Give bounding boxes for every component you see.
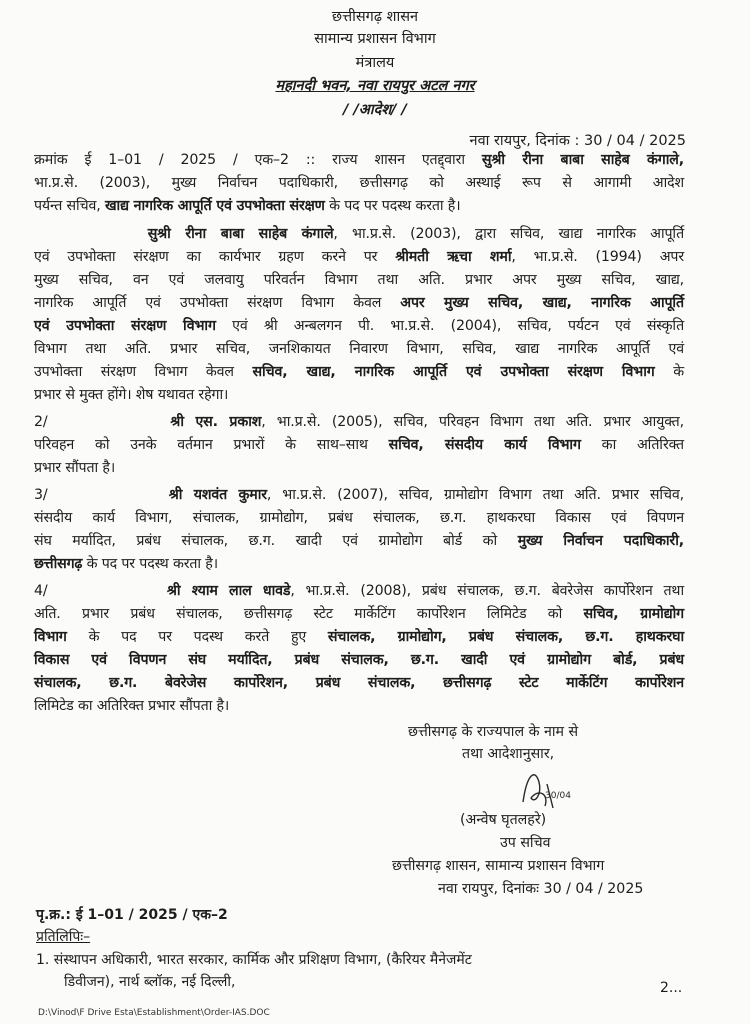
para2-line: एवं उपभोक्ता संरक्षण विभाग एवं श्री अन्बलगन पी. भा.प्र.से. (2004), सचिव, पर्यटन एवं संस्कृति: [34, 318, 685, 334]
signature-mark: [505, 764, 585, 814]
endorsement-ref: पृ.क्र.: ई 1–01 / 2025 / एक–2: [36, 907, 228, 923]
page-next: 2...: [660, 980, 683, 996]
para5-line: 4/ श्री श्याम लाल धावडे, भा.प्र.से. (2008), प्रबंध संचालक, छ.ग. बेवरेजेस कार्पोरेशन तथा: [34, 583, 685, 599]
para1-line: भा.प्र.से. (2003), मुख्य निर्वाचन पदाधिकारी, छत्तीसगढ़ को अस्थाई रूप से आगामी आदेश: [34, 175, 684, 191]
para2-line: सुश्री रीना बाबा साहेब कंगाले, भा.प्र.से. (2003), द्वारा सचिव, खाद्य नागरिक आपूर्ति: [147, 226, 685, 242]
para1-line: पर्यन्त सचिव, खाद्य नागरिक आपूर्ति एवं उपभोक्ता संरक्षण के पद पर पदस्थ करता है।: [34, 198, 461, 214]
signature-date: 30/04: [545, 791, 571, 801]
header-govt: छत्तीसगढ़ शासन: [331, 9, 419, 25]
para4-line: 3/ श्री यशवंत कुमार, भा.प्र.से. (2007), सचिव, ग्रामोद्योग विभाग तथा अति. प्रभार सचिव,: [34, 487, 685, 503]
signatory-department: छत्तीसगढ़ शासन, सामान्य प्रशासन विभाग: [392, 858, 605, 874]
para2-line: मुख्य सचिव, वन एवं जलवायु परिवर्तन विभाग तथा अति. प्रभार अपर मुख्य सचिव, खाद्य,: [34, 272, 684, 288]
closing-line1: छत्तीसगढ़ के राज्यपाल के नाम से: [408, 724, 579, 740]
para5-line: विभाग के पद पर पदस्थ करते हुए संचालक, ग्रामोद्योग, प्रबंध संचालक, छ.ग. हाथकरघा: [34, 629, 685, 645]
signatory-name: (अन्वेष घृतलहरे): [460, 812, 547, 828]
para2-line: विभाग तथा अति. प्रभार सचिव, जनशिकायत निवारण विभाग, सचिव, खाद्य नागरिक आपूर्ति एवं: [34, 341, 684, 357]
header-department: सामान्य प्रशासन विभाग: [314, 31, 436, 47]
para5-line: संचालक, छ.ग. बेवरेजेस कार्पोरेशन, प्रबंध संचालक, छत्तीसगढ़ स्टेट मार्केटिंग कार्पोरेशन: [34, 675, 684, 691]
copy-item-1-line2: डिवीजन), नार्थ ब्लॉक, नई दिल्ली,: [64, 974, 236, 990]
para5-line: लिमिटेड का अतिरिक्त प्रभार सौंपता है।: [34, 698, 230, 714]
para4-line: छत्तीसगढ़ के पद पर पदस्थ करता है।: [34, 556, 218, 572]
para4-line: संसदीय कार्य विभाग, संचालक, ग्रामोद्योग, प्रबंध संचालक, छ.ग. हाथकरघा विकास एवं विपणन: [34, 510, 684, 526]
copy-label: प्रतिलिपिः–: [36, 929, 91, 945]
copy-item-1-line1: 1. संस्थापन अधिकारी, भारत सरकार, कार्मिक और प्रशिक्षण विभाग, (कैरियर मैनेजमेंट: [36, 952, 472, 968]
para2-line: नागरिक आपूर्ति एवं उपभोक्ता संरक्षण विभाग केवल अपर मुख्य सचिव, खाद्य, नागरिक आपूर्ति: [34, 295, 684, 311]
header-address-text: महानदी भवन, नवा रायपुर अटल नगर: [275, 78, 475, 94]
header-address: [0, 75, 750, 95]
para4-line: संघ मर्यादित, प्रबंध संचालक, छ.ग. खादी एवं ग्रामोद्योग बोर्ड को मुख्य निर्वाचन पदाधिकारी,: [34, 533, 684, 549]
place-date: नवा रायपुर, दिनांक : 30 / 04 / 2025: [469, 133, 686, 149]
para1-line: क्रमांक ई 1–01 / 2025 / एक–2 :: राज्य शासन एतद्द्वारा सुश्री रीना बाबा साहेब कंगाले,: [34, 152, 685, 168]
footer-path: D:\Vinod\F Drive Esta\Establishment\Order-IAS.DOC: [38, 1008, 270, 1018]
signatory-place-date: नवा रायपुर, दिनांकः 30 / 04 / 2025: [438, 881, 644, 897]
para2-line: एवं उपभोक्ता संरक्षण का कार्यभार ग्रहण करने पर श्रीमती ऋचा शर्मा, भा.प्र.से. (1994) अपर: [34, 249, 684, 265]
closing-line2: तथा आदेशानुसार,: [462, 746, 555, 762]
para3-line: 2/ श्री एस. प्रकाश, भा.प्र.से. (2005), सचिव, परिवहन विभाग तथा अति. प्रभार आयुक्त,: [34, 414, 684, 430]
para3-line: प्रभार सौंपता है।: [34, 460, 116, 476]
para3-line: परिवहन को उनके वर्तमान प्रभारों के साथ–साथ सचिव, संसदीय कार्य विभाग का अतिरिक्त: [34, 437, 684, 453]
para2-line: प्रभार से मुक्त होंगे। शेष यथावत रहेगा।: [34, 387, 229, 403]
signatory-designation: उप सचिव: [500, 835, 551, 851]
para5-line: अति. प्रभार प्रबंध संचालक, छत्तीसगढ़ स्टेट मार्केटिंग कार्पोरेशन लिमिटेड को सचिव, ग्रामोद्योग: [34, 606, 684, 622]
para2-line: उपभोक्ता संरक्षण विभाग केवल सचिव, खाद्य, नागरिक आपूर्ति एवं उपभोक्ता संरक्षण विभाग के: [34, 364, 684, 380]
header-secretariat: मंत्रालय: [355, 55, 395, 71]
order-title: / /आदेश/ /: [343, 102, 407, 118]
para5-line: विकास एवं विपणन संघ मर्यादित, प्रबंध संचालक, छ.ग. खादी एवं ग्रामोद्योग बोर्ड, प्रबंध: [34, 652, 684, 668]
